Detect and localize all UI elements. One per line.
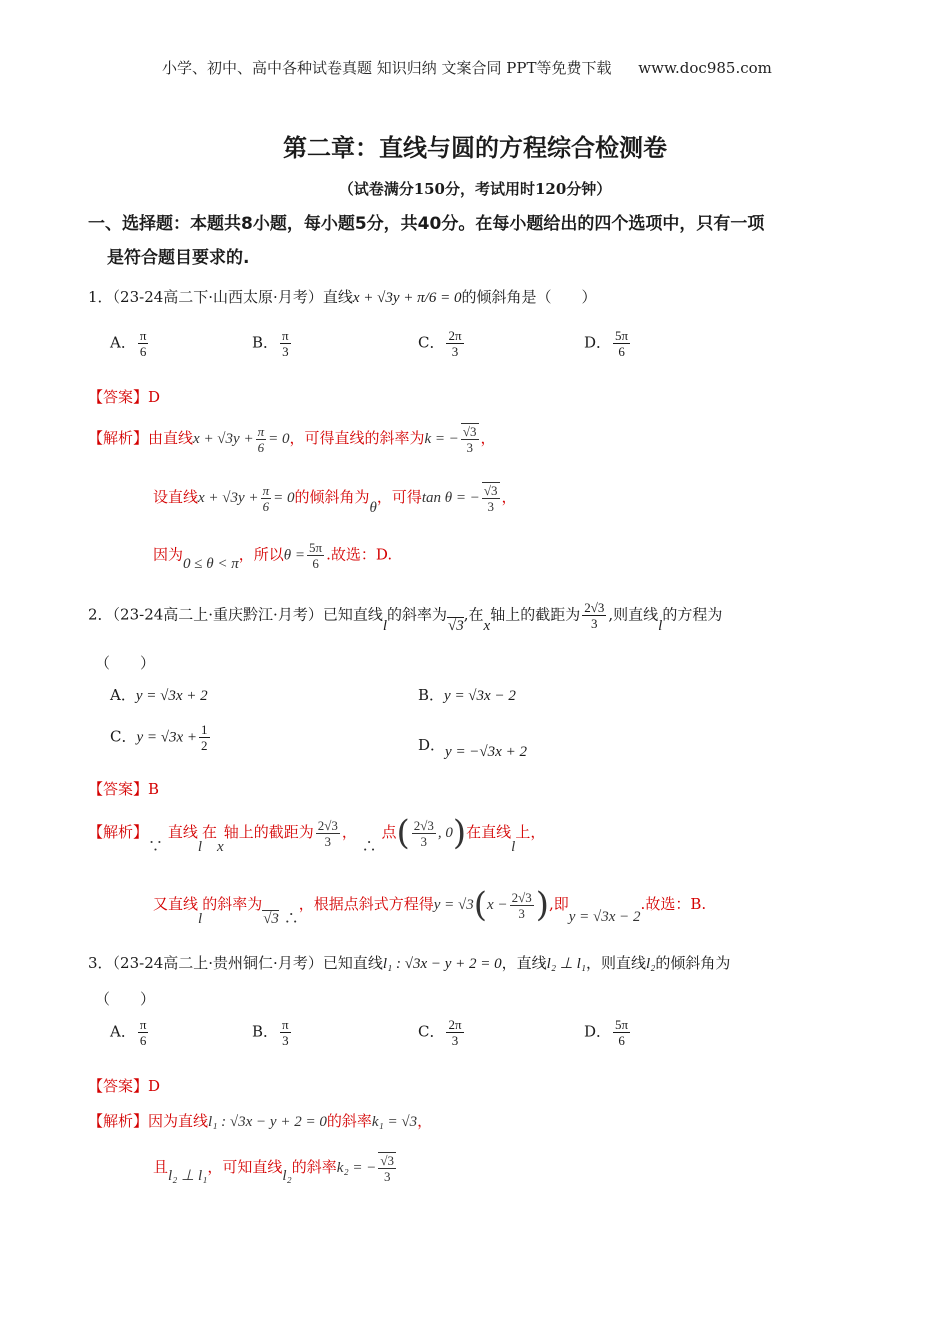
fraction	[510, 890, 534, 921]
paren-open: (	[473, 885, 488, 925]
question-text: ，直线	[501, 954, 547, 972]
denominator: 3	[451, 1033, 459, 1048]
answer-value: D	[148, 388, 161, 406]
analysis-text: 又直线	[153, 895, 199, 913]
var-l: l	[382, 617, 388, 634]
numerator: π	[282, 1017, 289, 1032]
numerator: π	[257, 424, 265, 440]
option-label: C．	[418, 333, 445, 352]
analysis-text: 的斜率	[326, 1112, 372, 1130]
paren-close: )	[452, 813, 467, 853]
fraction	[613, 1017, 630, 1048]
analysis-tag: 【解析】	[88, 823, 149, 841]
question-text: ,在	[463, 605, 484, 624]
question-1	[88, 286, 596, 307]
option-label: C．	[110, 727, 137, 746]
option-label: B．	[252, 333, 279, 352]
denominator: 3	[282, 1033, 289, 1048]
q1-analysis-line3	[153, 540, 392, 571]
equation: y = √3x − 2	[444, 688, 516, 704]
q3-analysis-line2	[153, 1152, 398, 1184]
analysis-tag: 【解析】	[88, 1112, 149, 1130]
numerator: π	[139, 328, 147, 343]
equation: x + √3y + π/6 = 0	[352, 290, 462, 306]
numerator: √3	[483, 483, 498, 498]
q2-option-b[interactable]	[418, 684, 516, 705]
denominator: 2	[201, 738, 208, 753]
q2-paren: （ ）	[95, 654, 156, 672]
option-label: A．	[110, 1022, 136, 1041]
denominator: 3	[324, 833, 332, 849]
analysis-text: 在	[202, 823, 218, 841]
fraction	[280, 328, 291, 359]
punct: ，	[480, 429, 496, 447]
denominator: 3	[451, 344, 459, 359]
numerator: π	[139, 1017, 147, 1032]
page-subtitle: （试卷满分150分，考试用时120分钟）	[338, 180, 612, 198]
var-l2: l₂	[646, 956, 656, 972]
var-l2: l₂	[282, 1168, 292, 1184]
therefore-symbol: ∴	[361, 837, 377, 855]
fraction	[280, 1017, 291, 1048]
section-heading-line2: 是符合题目要求的.	[107, 248, 250, 268]
fraction	[378, 1152, 396, 1184]
analysis-text: ,即	[548, 895, 569, 913]
question-text: ，则直线	[586, 954, 647, 972]
equation: l₂ ⊥ l₁	[168, 1168, 208, 1184]
equation: k₁ = √3	[371, 1114, 418, 1130]
q3-option-b[interactable]	[252, 1017, 293, 1048]
eq-part: = 0	[273, 490, 295, 506]
site-header	[162, 57, 772, 78]
q2-answer	[88, 778, 159, 799]
fraction	[256, 424, 267, 455]
theta: θ	[369, 500, 377, 516]
question-text: ,则直线	[608, 605, 659, 624]
q3-answer	[88, 1075, 160, 1096]
numerator: √3	[380, 1153, 395, 1168]
denominator: 3	[383, 1169, 391, 1184]
question-text: 轴上的截距为	[490, 605, 581, 624]
var-x: x	[217, 839, 224, 855]
numerator: 2√3	[511, 889, 532, 905]
question-3	[88, 952, 730, 973]
analysis-text: 直线	[167, 823, 198, 841]
question-text: 直线	[322, 288, 353, 306]
equation: √3	[263, 911, 279, 927]
denominator: 6	[618, 344, 625, 359]
paren-close: )	[535, 885, 549, 925]
q3-option-a[interactable]	[110, 1017, 150, 1048]
q1-option-b[interactable]	[252, 328, 293, 359]
fraction	[199, 722, 210, 753]
paren-open: (	[396, 813, 410, 853]
option-label: D．	[418, 736, 446, 754]
analysis-text: ，可得直线的斜率为	[289, 429, 425, 447]
because-symbol: ∵	[148, 837, 164, 855]
fraction	[138, 1017, 149, 1048]
fraction	[582, 600, 606, 631]
question-text: 的倾斜角是（ ）	[461, 288, 597, 306]
denominator: 3	[591, 616, 598, 631]
numerator: 5π	[309, 540, 323, 555]
question-number: 1．	[88, 288, 113, 306]
analysis-text: 轴上的截距为	[223, 823, 314, 841]
equation: y = √3x + 2	[135, 688, 208, 704]
q1-option-c[interactable]	[418, 328, 466, 359]
analysis-text: 点	[381, 823, 397, 841]
q2-analysis-line2	[153, 885, 707, 927]
equation	[193, 424, 290, 456]
denominator: 3	[487, 499, 494, 514]
eq-part: x −	[487, 897, 508, 913]
eq-part: x + √3y +	[198, 490, 259, 506]
fraction	[482, 482, 500, 514]
fraction	[412, 818, 436, 849]
punct: ，	[417, 1112, 433, 1130]
option-label: C．	[418, 1022, 445, 1041]
var-l: l	[198, 911, 203, 927]
header-text: 小学、初中、高中各种试卷真题 知识归纳 文案合同 PPT等免费下载	[162, 59, 612, 77]
q3-analysis-line1	[88, 1110, 432, 1131]
fraction	[138, 328, 149, 359]
var-l: l	[658, 617, 663, 634]
answer-value: D	[148, 1077, 161, 1095]
q1-answer	[88, 386, 160, 407]
q1-analysis-line2	[153, 482, 517, 514]
question-number: 3．	[88, 954, 113, 972]
option-label: B．	[252, 1022, 279, 1041]
analysis-text: 因为直线	[148, 1112, 209, 1130]
analysis-text: .故选：B.	[640, 895, 707, 913]
denominator: 3	[466, 440, 473, 455]
option-label: D．	[584, 333, 612, 352]
analysis-text: 因为	[153, 545, 184, 564]
q2-option-d[interactable]	[418, 734, 527, 760]
denominator: 6	[139, 344, 147, 359]
answer-value: B	[148, 780, 160, 798]
analysis-text: 的斜率为	[202, 895, 263, 913]
numerator: 2π	[448, 328, 462, 343]
question-text: 的方程为	[662, 605, 723, 624]
q3-option-c[interactable]	[418, 1017, 466, 1048]
fraction	[446, 1017, 463, 1048]
numerator: π	[282, 328, 289, 343]
option-label: A．	[110, 333, 136, 352]
analysis-text: 的斜率	[291, 1158, 337, 1176]
fraction	[461, 423, 479, 455]
equation: tan θ = −	[421, 490, 480, 506]
denominator: 6	[139, 1033, 147, 1048]
q2-option-a[interactable]	[110, 684, 208, 705]
analysis-text: 的倾斜角为	[294, 488, 370, 506]
fraction	[613, 328, 630, 359]
equation: 0 ≤ θ < π	[183, 555, 239, 572]
analysis-text: ，所以	[238, 545, 284, 564]
eq-part: = 0	[268, 431, 290, 447]
option-label: B．	[418, 686, 445, 704]
q3-option-d[interactable]	[584, 1017, 632, 1048]
analysis-text: ，可知直线	[207, 1158, 283, 1176]
denominator: 6	[262, 499, 270, 515]
q1-analysis-line1	[88, 423, 496, 455]
question-2	[88, 600, 723, 634]
equation: l₂ ⊥ l₁	[546, 956, 586, 972]
option-label: A．	[110, 686, 136, 704]
numerator: 2√3	[584, 600, 605, 615]
answer-tag: 【答案】	[88, 780, 149, 798]
question-text: 的倾斜角为	[655, 954, 731, 972]
eq-part: , 0	[437, 825, 453, 841]
numerator: 5π	[615, 328, 629, 343]
numerator: π	[262, 483, 270, 499]
denominator: 6	[618, 1033, 625, 1048]
question-text: 已知直线	[322, 954, 383, 972]
therefore-symbol: ∴	[283, 909, 299, 927]
question-source: （23-24高二上·贵州铜仁·月考）	[112, 954, 323, 972]
question-source: （23-24高二上·重庆黔江·月考）	[112, 605, 323, 624]
question-text: 的斜率为	[387, 605, 448, 624]
q2-option-c[interactable]	[110, 722, 212, 753]
var-l: l	[197, 839, 202, 855]
fraction	[316, 818, 340, 849]
numerator: 2√3	[317, 817, 338, 833]
equation: k₂ = −	[336, 1160, 377, 1176]
analysis-text: .故选：D.	[326, 545, 393, 564]
numerator: √3	[462, 424, 477, 439]
analysis-text: 由直线	[148, 429, 194, 447]
header-url[interactable]: www.doc985.com	[638, 59, 772, 77]
numerator: 1	[201, 722, 208, 737]
equation: l₁ : √3x − y + 2 = 0	[382, 956, 502, 972]
analysis-text: 且	[153, 1158, 169, 1176]
fraction	[446, 328, 463, 359]
option-label: D．	[584, 1022, 612, 1041]
denominator: 3	[420, 833, 428, 849]
numerator: 2√3	[413, 817, 434, 833]
eq-part: x + √3y +	[193, 431, 254, 447]
question-number: 2．	[88, 605, 113, 624]
var-x: x	[483, 617, 491, 634]
analysis-text: 设直线	[153, 488, 199, 506]
equation: θ =	[283, 547, 306, 564]
equation: y = √3	[433, 897, 474, 913]
equation: y = √3x − 2	[568, 909, 641, 925]
punct: ，	[501, 488, 517, 506]
analysis-text: 在直线	[466, 823, 512, 841]
denominator: 3	[282, 344, 289, 359]
q2-analysis-line1	[88, 813, 546, 855]
numerator: 2π	[448, 1017, 462, 1032]
denominator: 3	[518, 905, 525, 921]
answer-tag: 【答案】	[88, 1077, 149, 1095]
q1-option-d[interactable]	[584, 328, 632, 359]
equation: k = −	[424, 431, 459, 447]
answer-tag: 【答案】	[88, 388, 149, 406]
punct: ，	[341, 823, 357, 841]
question-text: 已知直线	[322, 605, 383, 624]
q1-option-a[interactable]	[110, 328, 150, 359]
analysis-tag: 【解析】	[88, 429, 149, 447]
equation: √3	[448, 617, 464, 634]
numerator: 5π	[615, 1017, 629, 1032]
q3-paren: （ ）	[95, 990, 156, 1008]
equation: l₁ : √3x − y + 2 = 0	[208, 1114, 327, 1130]
equation: y = √3x +	[136, 729, 198, 746]
analysis-text: ，可得	[376, 488, 422, 506]
equation	[198, 483, 295, 515]
analysis-text: ，根据点斜式方程得	[298, 895, 434, 913]
section-heading-line1: 一、选择题：本题共8小题，每小题5分，共40分。在每小题给出的四个选项中，只有一项	[88, 214, 765, 234]
question-source: （23-24高二下·山西太原·月考）	[112, 288, 323, 306]
var-l: l	[511, 839, 516, 855]
equation: y = −√3x + 2	[445, 744, 527, 760]
fraction	[261, 483, 272, 514]
analysis-text: 上，	[515, 823, 546, 841]
fraction	[307, 540, 324, 571]
page-title: 第二章：直线与圆的方程综合检测卷	[283, 134, 667, 162]
denominator: 6	[257, 440, 265, 456]
denominator: 6	[312, 556, 319, 571]
